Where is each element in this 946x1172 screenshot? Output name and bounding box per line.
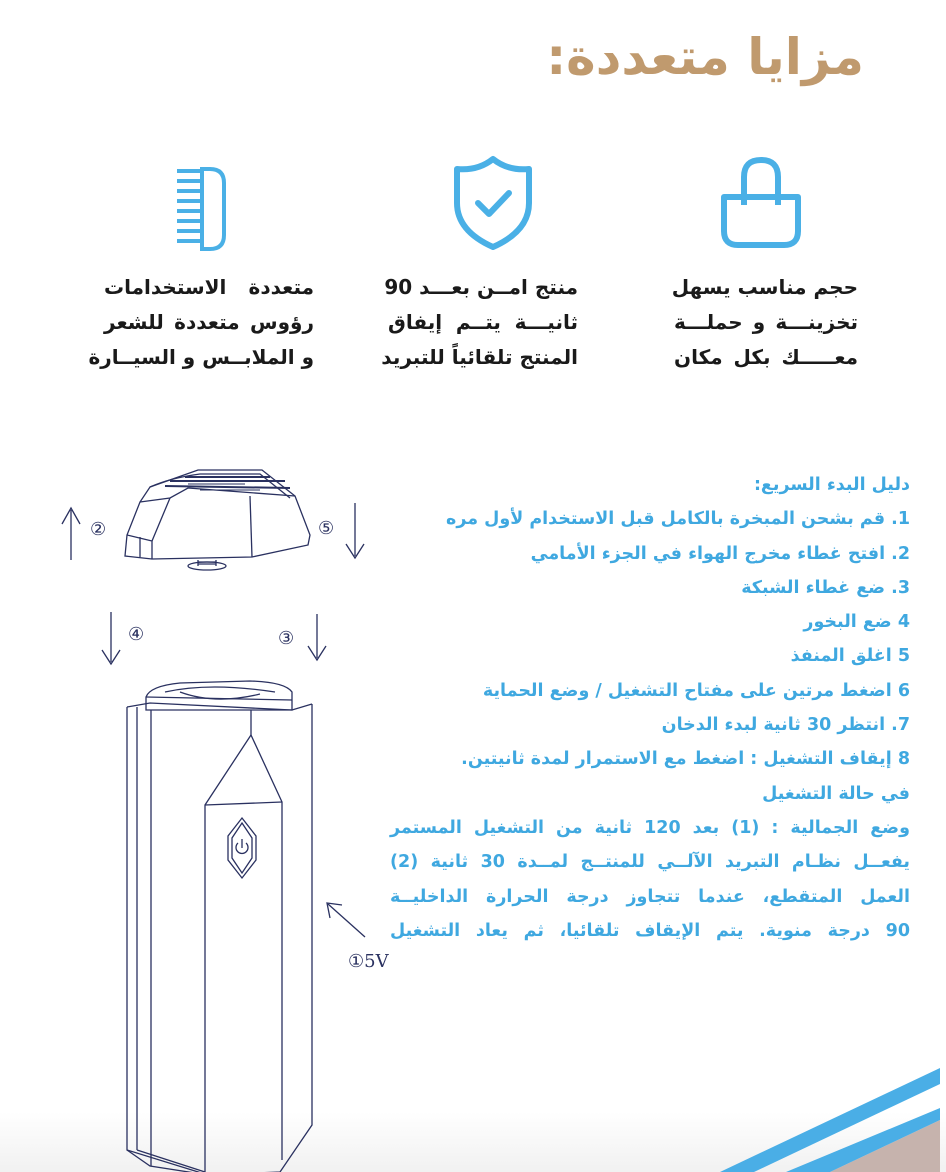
guide-step: 1. قم بشحن المبخرة بالكامل قبل الاستخدام لأول مره (446, 509, 910, 530)
step-1-voltage-label: ①5V (348, 951, 389, 972)
page-title: مزايا متعددة: (546, 28, 864, 86)
guide-heading: دليل البدء السريع: (753, 475, 910, 495)
guide-step: في حالة التشغيل (762, 783, 910, 804)
feature-line: منتج امــن بعـــد 90 (384, 275, 578, 299)
feature-line: و الملابــس و السيــارة (88, 345, 314, 369)
paragraph-line: 90 درجة منوية. يتم الإيقاف تلقائيا، ثم يعاد التشغيل (390, 920, 910, 941)
step-5-label: ⑤ (318, 518, 335, 539)
guide-step: 2. افتح غطاء مخرج الهواء في الجزء الأمامي (530, 543, 910, 564)
guide-step: 7. انتظر 30 ثانية لبدء الدخان (661, 715, 910, 736)
feature-line: حجم مناسب يسهل (671, 275, 858, 299)
paragraph-line: العمل المتقطع، عندما تتجاوز درجة الحرارة الداخليــة (390, 886, 910, 907)
feature-line: تخزينـــة و حملـــة (674, 310, 858, 334)
feature-line: متعددة الاستخدامات (104, 275, 314, 299)
step-2-label: ② (90, 519, 107, 540)
feature-line: ثانيـــة يتــم إيفاق (388, 310, 578, 334)
guide-step: 8 إيقاف التشغيل : اضغط مع الاستمرار لمدة ثانيتين. (461, 749, 910, 770)
feature-line: معـــــك بكل مكان (674, 345, 858, 369)
guide-step: 4 ضع البخور (803, 612, 910, 633)
guide-step: 3. ضع غطاء الشبكة (741, 577, 910, 598)
step-3-label: ③ (278, 628, 295, 649)
step-4-label: ④ (128, 624, 145, 645)
feature-line: المنتج تلقائياً للتبريد (381, 345, 578, 369)
paragraph-line: وضع الجمالية : (1) بعد 120 ثانية من التشغيل المستمر (390, 817, 910, 838)
guide-step: 5 اغلق المنفذ (790, 646, 910, 667)
feature-line: رؤوس متعددة للشعر (104, 310, 314, 334)
guide-step: 6 اضغط مرتين على مفتاح التشغيل / وضع الحماية (482, 680, 910, 701)
paragraph-line: يفعــل نظـام التبريد الآلــي للمنتــج لمــدة 30 ثانية (2) (390, 852, 911, 873)
